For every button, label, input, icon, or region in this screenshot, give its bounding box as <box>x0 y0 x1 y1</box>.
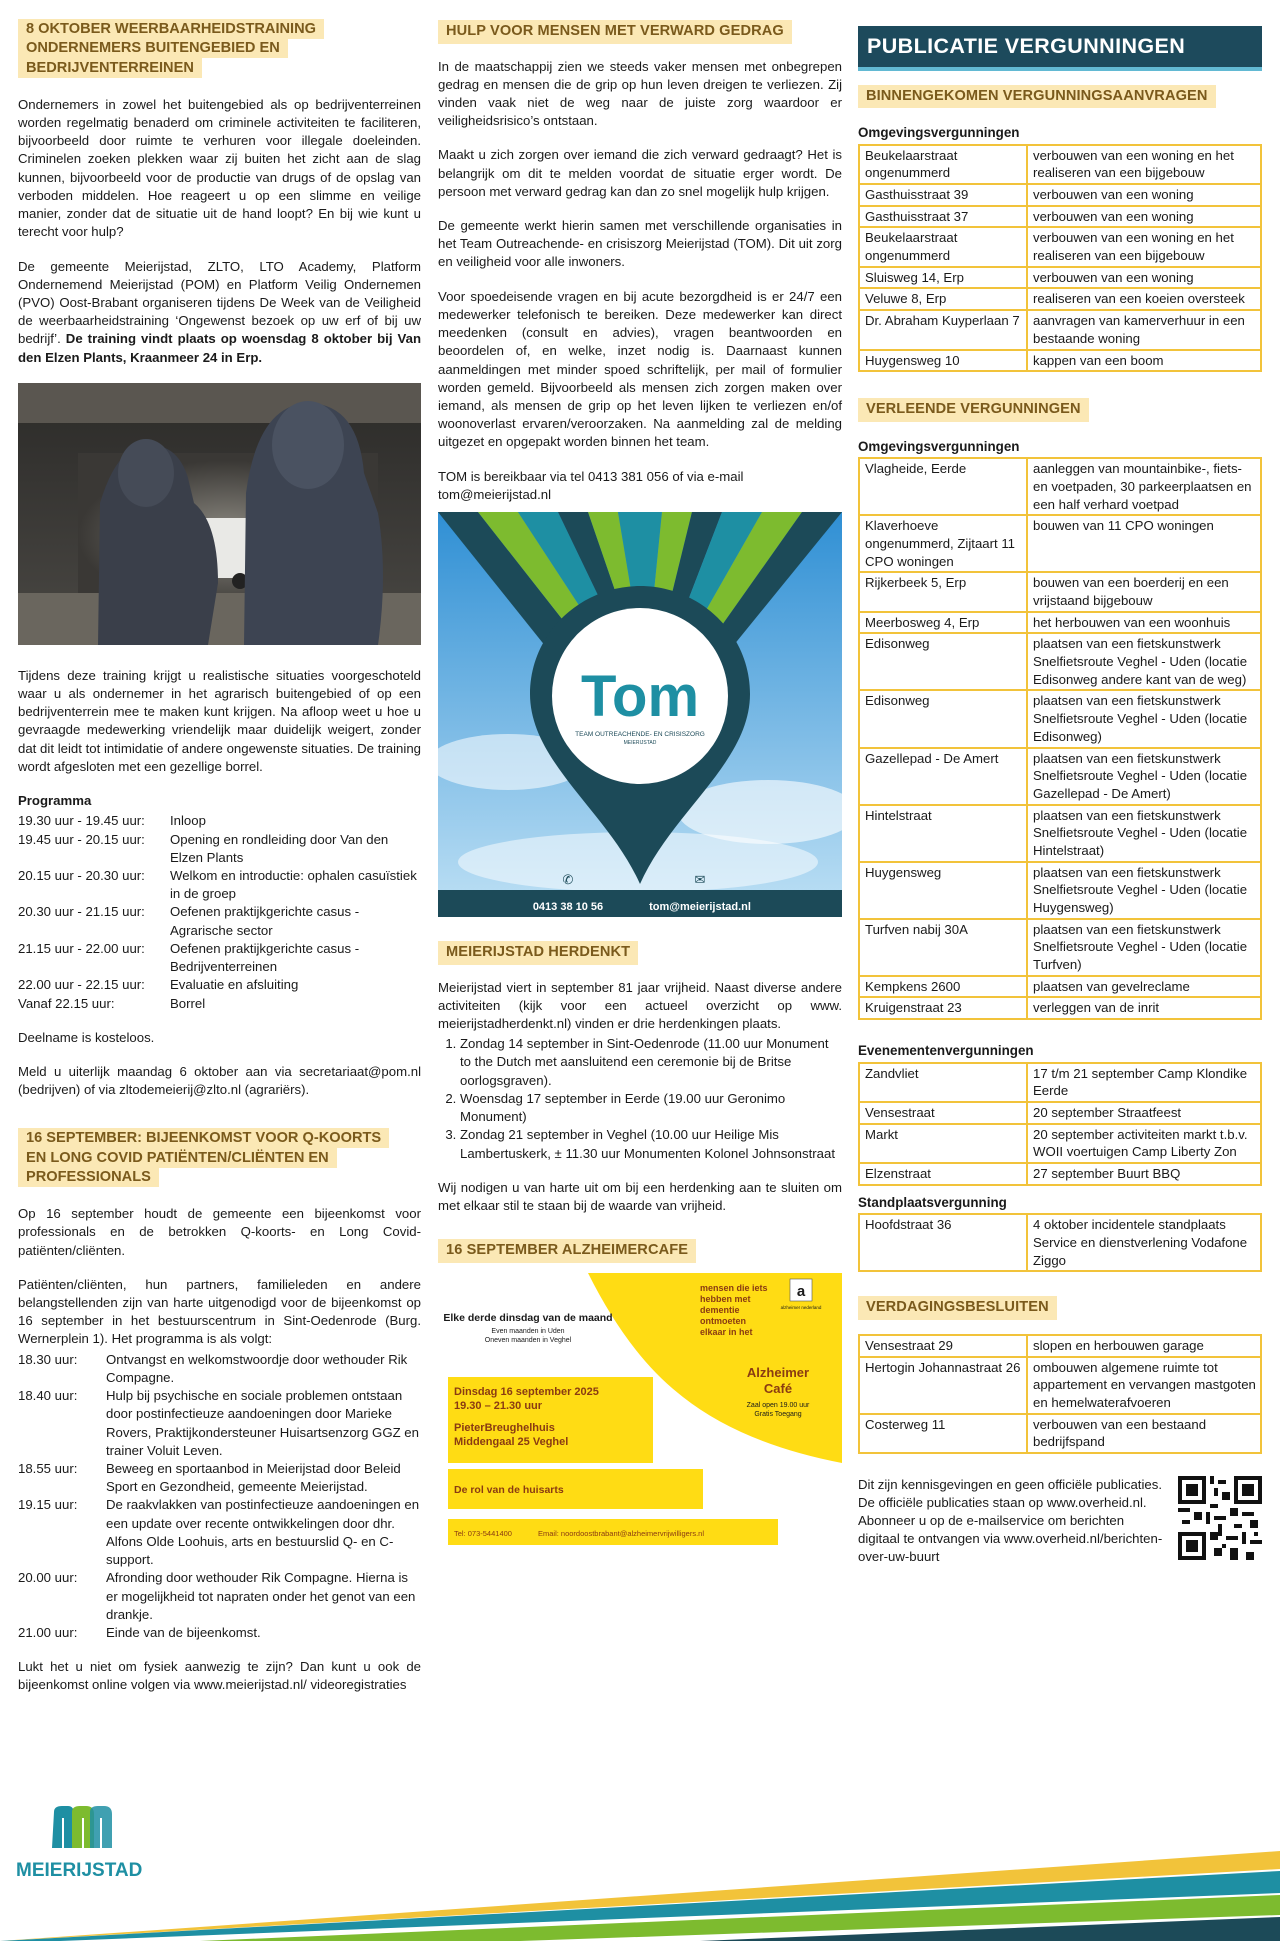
programma-time: 19.15 uur: <box>18 1497 78 1513</box>
description-cell: verleggen van de inrit <box>1027 997 1261 1019</box>
alz-tag-4: ontmoeten <box>700 1315 746 1326</box>
description-cell: kappen van een boom <box>1027 350 1261 372</box>
column-right <box>858 26 1262 1566</box>
location-cell: Klaverhoeve ongenummerd, Zijtaart 11 CPO woningen <box>859 515 1027 572</box>
programma-time: 20.00 uur: <box>18 1570 78 1586</box>
table-row <box>859 227 1261 266</box>
location-cell: Gasthuisstraat 37 <box>859 206 1027 228</box>
table-row <box>859 748 1261 805</box>
tom-subtitle: TEAM OUTREACHENDE- EN CRISISZORG <box>575 731 705 739</box>
training-organizers <box>18 258 421 367</box>
programma-time: 22.00 uur - 22.15 uur: <box>18 977 145 993</box>
description-cell: plaatsen van een fietskunstwerk Snelfietsroute Veghel - Uden (locatie Edisonweg) <box>1027 690 1261 747</box>
location-cell: Gazellepad - De Amert <box>859 748 1027 805</box>
programma-time: 18.55 uur: <box>18 1461 78 1476</box>
tom-subtitle-2: MEIERIJSTAD <box>623 740 657 747</box>
table-row <box>859 633 1261 690</box>
table-row <box>859 612 1261 634</box>
list-item: 2. Woensdag 17 september in Eerde (19.00 uur Geronimo Monument) <box>460 1090 842 1126</box>
herdenkt-heading: MEIERIJSTAD HERDENKT <box>438 941 638 965</box>
table-row <box>859 919 1261 976</box>
description-cell: aanvragen van kamerverhuur in een bestaande woning <box>1027 310 1261 349</box>
verward-p2: Maakt u zich zorgen over iemand die zich verward gedraagt? Het is belangrijk om dit te melden voordat de situatie erger wordt. De persoon met verward gedrag kan dan zo snel mogelijk hulp krijgen. <box>438 147 842 199</box>
description-cell: 17 t/m 21 september Camp Klondike Eerde <box>1027 1063 1261 1102</box>
location-cell: Beukelaarstraat ongenummerd <box>859 227 1027 266</box>
disclaimer <box>858 1476 1262 1566</box>
tom-phone: 0413 38 10 56 <box>532 901 604 914</box>
programma-time: 21.00 uur: <box>18 1624 78 1640</box>
table-row <box>859 1063 1261 1102</box>
list-item: 3. Zondag 21 september in Veghel (10.00 uur Heilige Mis Lambertuskerk, ± 11.30 uur Monumenten Kolonel Johnsonstraat <box>460 1126 842 1162</box>
location-cell: Elzenstraat <box>859 1163 1027 1185</box>
omgevingsvergunningen-label-2: Omgevingsvergunningen <box>858 438 1020 454</box>
alz-top: Elke derde dinsdag van de maand <box>443 1311 613 1324</box>
disclaimer-text: Dit zijn kennisgevingen en geen officiële publicaties. De officiële publicaties staan op www.overheid.nl. Abonneer u op de e-mailservice om berichten digitaal te ontvangen via www.overheid.nl/berichten-over-uw-buurt <box>858 1476 1163 1564</box>
training-description: Tijdens deze training krijgt u realistische situaties voorgeschoteld waar u als ondernemer in het agrarisch buitengebied of op een bedrijventerrein mee te maken kunt krijgen. Na afloop weet u hoe u gevraagde medewerking vriendelijk maar duidelijk weigert, zonder dat dit leidt tot intimidatie of andere ongewenste situaties. De training wordt afgesloten met een gezellige borrel. <box>18 667 421 774</box>
programma-time: 18.30 uur: <box>18 1351 78 1367</box>
qkoorts-programma <box>18 1351 421 1643</box>
tom-contact: TOM is bereikbaar via tel 0413 381 056 of via e-mail tom@meierijstad.nl <box>438 468 744 502</box>
description-cell: verbouwen van een woning <box>1027 206 1261 228</box>
programma-item: Ontvangst en welkomstwoordje door wethouder Rik Compagne. <box>106 1351 408 1385</box>
verleende-table <box>858 457 1262 1020</box>
programma-item: Opening en rondleiding door Van den Elzen Plants <box>170 831 389 865</box>
location-cell: Costerweg 11 <box>859 1414 1027 1453</box>
description-cell: bouwen van een boerderij en een vrijstaand bijgebouw <box>1027 572 1261 611</box>
alz-tag-2: hebben met <box>700 1293 751 1304</box>
binnengekomen-heading: BINNENGEKOMEN VERGUNNINGSAANVRAGEN <box>858 85 1216 109</box>
table-row <box>859 310 1261 349</box>
column-left <box>18 20 421 1711</box>
table-row <box>859 1414 1261 1453</box>
location-cell: Huygensweg <box>859 862 1027 919</box>
footer-stripes <box>0 1831 1280 1941</box>
programma-time: 21.15 uur - 22.00 uur: <box>18 940 145 956</box>
programma-item: Oefenen praktijkgerichte casus - Agrarische sector <box>170 904 360 938</box>
description-cell: 20 september Straatfeest <box>1027 1102 1261 1124</box>
programma-time: 18.40 uur: <box>18 1388 78 1404</box>
programma-item: Welkom en introductie: ophalen casuïstiek in de groep <box>170 868 417 902</box>
column-middle <box>438 20 842 1553</box>
herdenking-list <box>438 1035 842 1163</box>
table-row <box>859 1102 1261 1124</box>
location-cell: Vlagheide, Eerde <box>859 458 1027 515</box>
programma-item: Evaluatie en afsluiting <box>170 977 299 993</box>
table-row <box>859 206 1261 228</box>
table-row <box>859 1214 1261 1271</box>
programma-item: Hulp bij psychische en sociale problemen ontstaan door postinfectieuze aandoeningen door Marieke Rovers, Praktijkondersteuner Huisartsenzorg GGZ en trainer Voluit Leven. <box>106 1388 419 1458</box>
location-cell: Kempkens 2600 <box>859 976 1027 998</box>
evenementen-table <box>858 1062 1262 1186</box>
alz-even: Even maanden in Uden <box>491 1327 565 1335</box>
location-cell: Edisonweg <box>859 633 1027 690</box>
description-cell: plaatsen van gevelreclame <box>1027 976 1261 998</box>
table-row <box>859 690 1261 747</box>
table-row <box>859 572 1261 611</box>
alz-date: Dinsdag 16 september 2025 <box>454 1385 599 1398</box>
free-participation: Deelname is kosteloos. <box>18 1029 155 1045</box>
alz-loc-2: Middengaal 25 Veghel <box>454 1435 569 1448</box>
table-row <box>859 862 1261 919</box>
table-row <box>859 976 1261 998</box>
alz-tag-1: mensen die iets <box>700 1282 768 1293</box>
publicatie-vergunningen-title: PUBLICATIE VERGUNNINGEN <box>858 26 1262 67</box>
table-row <box>859 1335 1261 1357</box>
alz-org: alzheimer nederland <box>780 1304 822 1310</box>
verward-p3: De gemeente werkt hierin samen met verschillende organisaties in het Team Outreachende- en crisiszorg Meierijstad (TOM). Dit uit zorg en veiligheid voor alle inwoners. <box>438 218 842 270</box>
programma-item: Afronding door wethouder Rik Compagne. Hierna is er mogelijkheid tot napraten onder het genot van een drankje. <box>106 1570 416 1622</box>
programma-label: Programma <box>18 793 92 809</box>
table-row <box>859 267 1261 289</box>
heading-line: 16 SEPTEMBER: BIJEENKOMST VOOR Q-KOORTS <box>26 1130 382 1147</box>
hooded-figures-photo <box>18 383 421 645</box>
description-cell: realiseren van een koeien oversteek <box>1027 288 1261 310</box>
description-cell: verbouwen van een bestaand bedrijfspand <box>1027 1414 1261 1453</box>
alzheimer-cafe-flyer <box>438 1273 842 1553</box>
location-cell: Veluwe 8, Erp <box>859 288 1027 310</box>
location-cell: Vensestraat <box>859 1102 1027 1124</box>
verward-p4: Voor spoedeisende vragen en bij acute bezorgdheid is er 24/7 een medewerker telefonisch te bereiken. Deze medewerker kan direct meedenken (consult en advies), vragen beantwoorden en beoordelen of, en welke, inzet nodig is. Daarnaast kunnen aanmeldingen met minder spoed schriftelijk, per mail of formulier worden gemeld. Bijvoorbeeld als mensen zich zorgen maken over iemand, als mensen de grip op het leven lijken te verliezen en/of woonoverlast ervaren/veroorzaken. Na aanmelding zal de melding uitgezet en opgepakt worden binnen het team. <box>438 288 842 450</box>
description-cell: slopen en herbouwen garage <box>1027 1335 1261 1357</box>
description-cell: 4 oktober incidentele standplaats Service en dienstverlening Vodafone Ziggo <box>1027 1214 1261 1271</box>
description-cell: verbouwen van een woning <box>1027 184 1261 206</box>
alzheimer-nederland-logo-icon: a <box>796 1282 806 1300</box>
location-cell: Hertogin Johannastraat 26 <box>859 1357 1027 1414</box>
evenementen-label: Evenementenvergunningen <box>858 1043 1034 1059</box>
location-cell: Sluisweg 14, Erp <box>859 267 1027 289</box>
programma-item: De raakvlakken van postinfectieuze aandoeningen en een update over recente ontwikkelingen door dhr. Alfons Olde Loohuis, arts en bestuurslid Q- en C-support. <box>106 1497 420 1568</box>
training-heading <box>18 20 421 78</box>
table-row <box>859 515 1261 572</box>
heading-line: PROFESSIONALS <box>26 1168 151 1185</box>
verleende-heading: VERLEENDE VERGUNNINGEN <box>858 398 1089 422</box>
location-cell: Huygensweg 10 <box>859 350 1027 372</box>
location-cell: Turfven nabij 30A <box>859 919 1027 976</box>
description-cell: het herbouwen van een woonhuis <box>1027 612 1261 634</box>
description-cell: ombouwen algemene ruimte tot appartement en vervangen mastgoten en hemelwaterafvoeren <box>1027 1357 1261 1414</box>
phone-icon: ✆ <box>562 872 574 888</box>
location-cell: Beukelaarstraat ongenummerd <box>859 145 1027 184</box>
description-cell: plaatsen van een fietskunstwerk Snelfietsroute Veghel - Uden (locatie Gazellepad - De Amert) <box>1027 748 1261 805</box>
verdaging-table <box>858 1334 1262 1454</box>
omgevingsvergunningen-label: Omgevingsvergunningen <box>858 125 1020 141</box>
programma-time: 20.15 uur - 20.30 uur: <box>18 868 145 883</box>
organizers-text: De gemeente Meierijstad, ZLTO, LTO Academy, Platform Ondernemend Meierijstad (POM) en Platform Veilig Ondernemen (PVO) Oost-Brabant organiseren tijdens De Week van de Veiligheid de weerbaarheidstraining ‘Ongewenst bezoek op uw erf of bij uw bedrijf’. <box>18 258 421 347</box>
location-cell: Dr. Abraham Kuyperlaan 7 <box>859 310 1027 349</box>
alzheimercafe-heading: 16 SEPTEMBER ALZHEIMERCAFE <box>438 1239 696 1263</box>
description-cell: 27 september Buurt BBQ <box>1027 1163 1261 1185</box>
programma-time: Vanaf 22.15 uur: <box>18 995 115 1011</box>
training-date-location: De training vindt plaats op woensdag 8 oktober bij Van den Elzen Plants, Kraanmeer 24 in Erp. <box>18 331 421 365</box>
alz-oneven: Oneven maanden in Veghel <box>484 1336 572 1344</box>
description-cell: plaatsen van een fietskunstwerk Snelfietsroute Veghel - Uden (locatie Huygensweg) <box>1027 862 1261 919</box>
description-cell: plaatsen van een fietskunstwerk Snelfietsroute Veghel - Uden (locatie Turfven) <box>1027 919 1261 976</box>
description-cell: plaatsen van een fietskunstwerk Snelfietsroute Veghel - Uden (locatie Edisonweg andere kant van de weg) <box>1027 633 1261 690</box>
description-cell: verbouwen van een woning en het realiseren van een bijgebouw <box>1027 227 1261 266</box>
table-row <box>859 1357 1261 1414</box>
training-intro: Ondernemers in zowel het buitengebied als op bedrijventerreinen worden regelmatig benaderd om criminele activiteiten te faciliteren, bijvoorbeeld door ruimte te verhuren voor illegale doeleinden. Criminelen zoeken plekken waar zij buiten het zicht aan de slag kunnen, bijvoorbeeld voor de productie van drugs of de opslag van verboden middelen. Hoe reageert u op een slimme en veilige manier, zonder dat de situatie uit de hand loopt? En bij wie kunt u terecht voor hulp? <box>18 96 421 240</box>
standplaats-label: Standplaatsvergunning <box>858 1194 1007 1210</box>
description-cell: bouwen van 11 CPO woningen <box>1027 515 1261 572</box>
alz-open-1: Zaal open 19.00 uur <box>746 1401 810 1409</box>
binnengekomen-table <box>858 144 1262 373</box>
programma-time: 19.30 uur - 19.45 uur: <box>18 813 145 829</box>
table-row <box>859 805 1261 862</box>
heading-line: BEDRIJVENTERREINEN <box>26 59 194 76</box>
standplaats-table <box>858 1213 1262 1272</box>
alz-loc-1: PieterBreughelhuis <box>454 1421 555 1434</box>
tom-poster <box>438 512 842 917</box>
alz-open-2: Gratis Toegang <box>754 1410 802 1418</box>
table-row <box>859 145 1261 184</box>
location-cell: Edisonweg <box>859 690 1027 747</box>
table-row <box>859 1124 1261 1163</box>
table-row <box>859 458 1261 515</box>
tom-email: tom@meierijstad.nl <box>649 901 751 914</box>
table-row <box>859 997 1261 1019</box>
programma-time: 20.30 uur - 21.15 uur: <box>18 904 145 920</box>
alz-topic: De rol van de huisarts <box>454 1483 564 1496</box>
location-cell: Zandvliet <box>859 1063 1027 1102</box>
verward-p1: In de maatschappij zien we steeds vaker mensen met onbegrepen gedrag en mensen die de grip op hun leven dreigen te verliezen. Zij vinden vaak niet de weg naar de juiste zorg waardoor er veiligheidsrisico’s ontstaan. <box>438 58 842 129</box>
alz-time: 19.30 – 21.30 uur <box>454 1399 543 1412</box>
description-cell: verbouwen van een woning <box>1027 267 1261 289</box>
alz-tag-3: dementie <box>700 1304 740 1315</box>
location-cell: Rijkerbeek 5, Erp <box>859 572 1027 611</box>
programma-list <box>18 812 421 1012</box>
description-cell: plaatsen van een fietskunstwerk Snelfietsroute Veghel - Uden (locatie Hintelstraat) <box>1027 805 1261 862</box>
mail-icon: ✉ <box>694 872 706 888</box>
verward-gedrag-heading: HULP VOOR MENSEN MET VERWARD GEDRAG <box>438 20 792 44</box>
location-cell: Markt <box>859 1124 1027 1163</box>
programma-item: Beweeg en sportaanbod in Meierijstad door Beleid Sport en Gezondheid, gemeente Meierijstad. <box>106 1461 401 1495</box>
description-cell: verbouwen van een woning en het realiseren van een bijgebouw <box>1027 145 1261 184</box>
alz-cafe-2: Café <box>763 1380 793 1396</box>
location-cell: Gasthuisstraat 39 <box>859 184 1027 206</box>
location-cell: Hoofdstraat 36 <box>859 1214 1027 1271</box>
heading-line: EN LONG COVID PATIËNTEN/CLIËNTEN EN <box>26 1149 329 1166</box>
location-cell: Kruigenstraat 23 <box>859 997 1027 1019</box>
alz-tel: Tel: 073-5441400 <box>454 1528 512 1538</box>
qkoorts-invitation: Patiënten/cliënten, hun partners, familieleden en andere belangstellenden zijn van harte uitgenodigd voor de bijeenkomst op 16 september in het bestuurscentrum in Sint-Oedenrode (Burg. Wernerplein 1). Het programma is als volgt: <box>18 1276 421 1347</box>
heading-line: 8 OKTOBER WEERBAARHEIDSTRAINING <box>26 21 317 37</box>
qkoorts-intro: Op 16 september houdt de gemeente een bijeenkomst voor professionals en de betrokken Q-koorts- en Long Covid-patiënten/cliënten. <box>18 1206 421 1258</box>
heading-line: ONDERNEMERS BUITENGEBIED EN <box>26 40 280 57</box>
programma-time: 19.45 uur - 20.15 uur: <box>18 831 145 847</box>
programma-item: Einde van de bijeenkomst. <box>106 1624 261 1640</box>
online-info: Lukt het u niet om fysiek aanwezig te zijn? Dan kunt u ook de bijeenkomst online volgen via www.meierijstad.nl/ videoregistraties <box>18 1659 421 1693</box>
alz-email: Email: noordoostbrabant@alzheimervrijwilligers.nl <box>538 1528 705 1538</box>
table-row <box>859 184 1261 206</box>
location-cell: Meerbosweg 4, Erp <box>859 612 1027 634</box>
list-item: 1. Zondag 14 september in Sint-Oedenrode (11.00 uur Monument to the Dutch met aansluitend een ceremonie bij de Britse oorlogsgraven). <box>460 1035 842 1090</box>
table-row <box>859 1163 1261 1185</box>
qkoorts-heading <box>18 1129 421 1187</box>
verdaging-heading: VERDAGINGSBESLUITEN <box>858 1296 1057 1320</box>
qr-code-icon[interactable] <box>1178 1476 1262 1560</box>
programma-item: Borrel <box>170 995 206 1011</box>
description-cell: 20 september activiteiten markt t.b.v. WOII voertuigen Camp Liberty Zon <box>1027 1124 1261 1163</box>
alz-cafe-1: Alzheimer <box>746 1364 810 1380</box>
table-row <box>859 288 1261 310</box>
alz-tag-5: elkaar in het <box>700 1326 753 1337</box>
programma-item: Oefenen praktijkgerichte casus - Bedrijventerreinen <box>170 940 360 975</box>
location-cell: Hintelstraat <box>859 805 1027 862</box>
programma-item: Inloop <box>170 813 206 829</box>
registration-info: Meld u uiterlijk maandag 6 oktober aan via secretariaat@pom.nl (bedrijven) of via zltodemeierij@zlto.nl (agrariërs). <box>18 1063 421 1098</box>
herdenkt-intro: Meierijstad viert in september 81 jaar vrijheid. Naast diverse andere activiteiten (kijk voor een actueel overzicht op www. meierijstadherdenkt.nl) vinden er drie herdenkingen plaats. <box>438 979 842 1032</box>
table-row <box>859 350 1261 372</box>
herdenkt-invitation: Wij nodigen u van harte uit om bij een herdenking aan te sluiten om met elkaar stil te staan bij de waarde van vrijheid. <box>438 1179 842 1213</box>
location-cell: Vensestraat 29 <box>859 1335 1027 1357</box>
tom-logo: Tom <box>580 664 700 730</box>
logo-text: MEIERIJSTAD <box>16 1860 143 1881</box>
description-cell: aanleggen van mountainbike-, fiets- en voetpaden, 30 parkeerplaatsen en een half verhard voetpad <box>1027 458 1261 515</box>
